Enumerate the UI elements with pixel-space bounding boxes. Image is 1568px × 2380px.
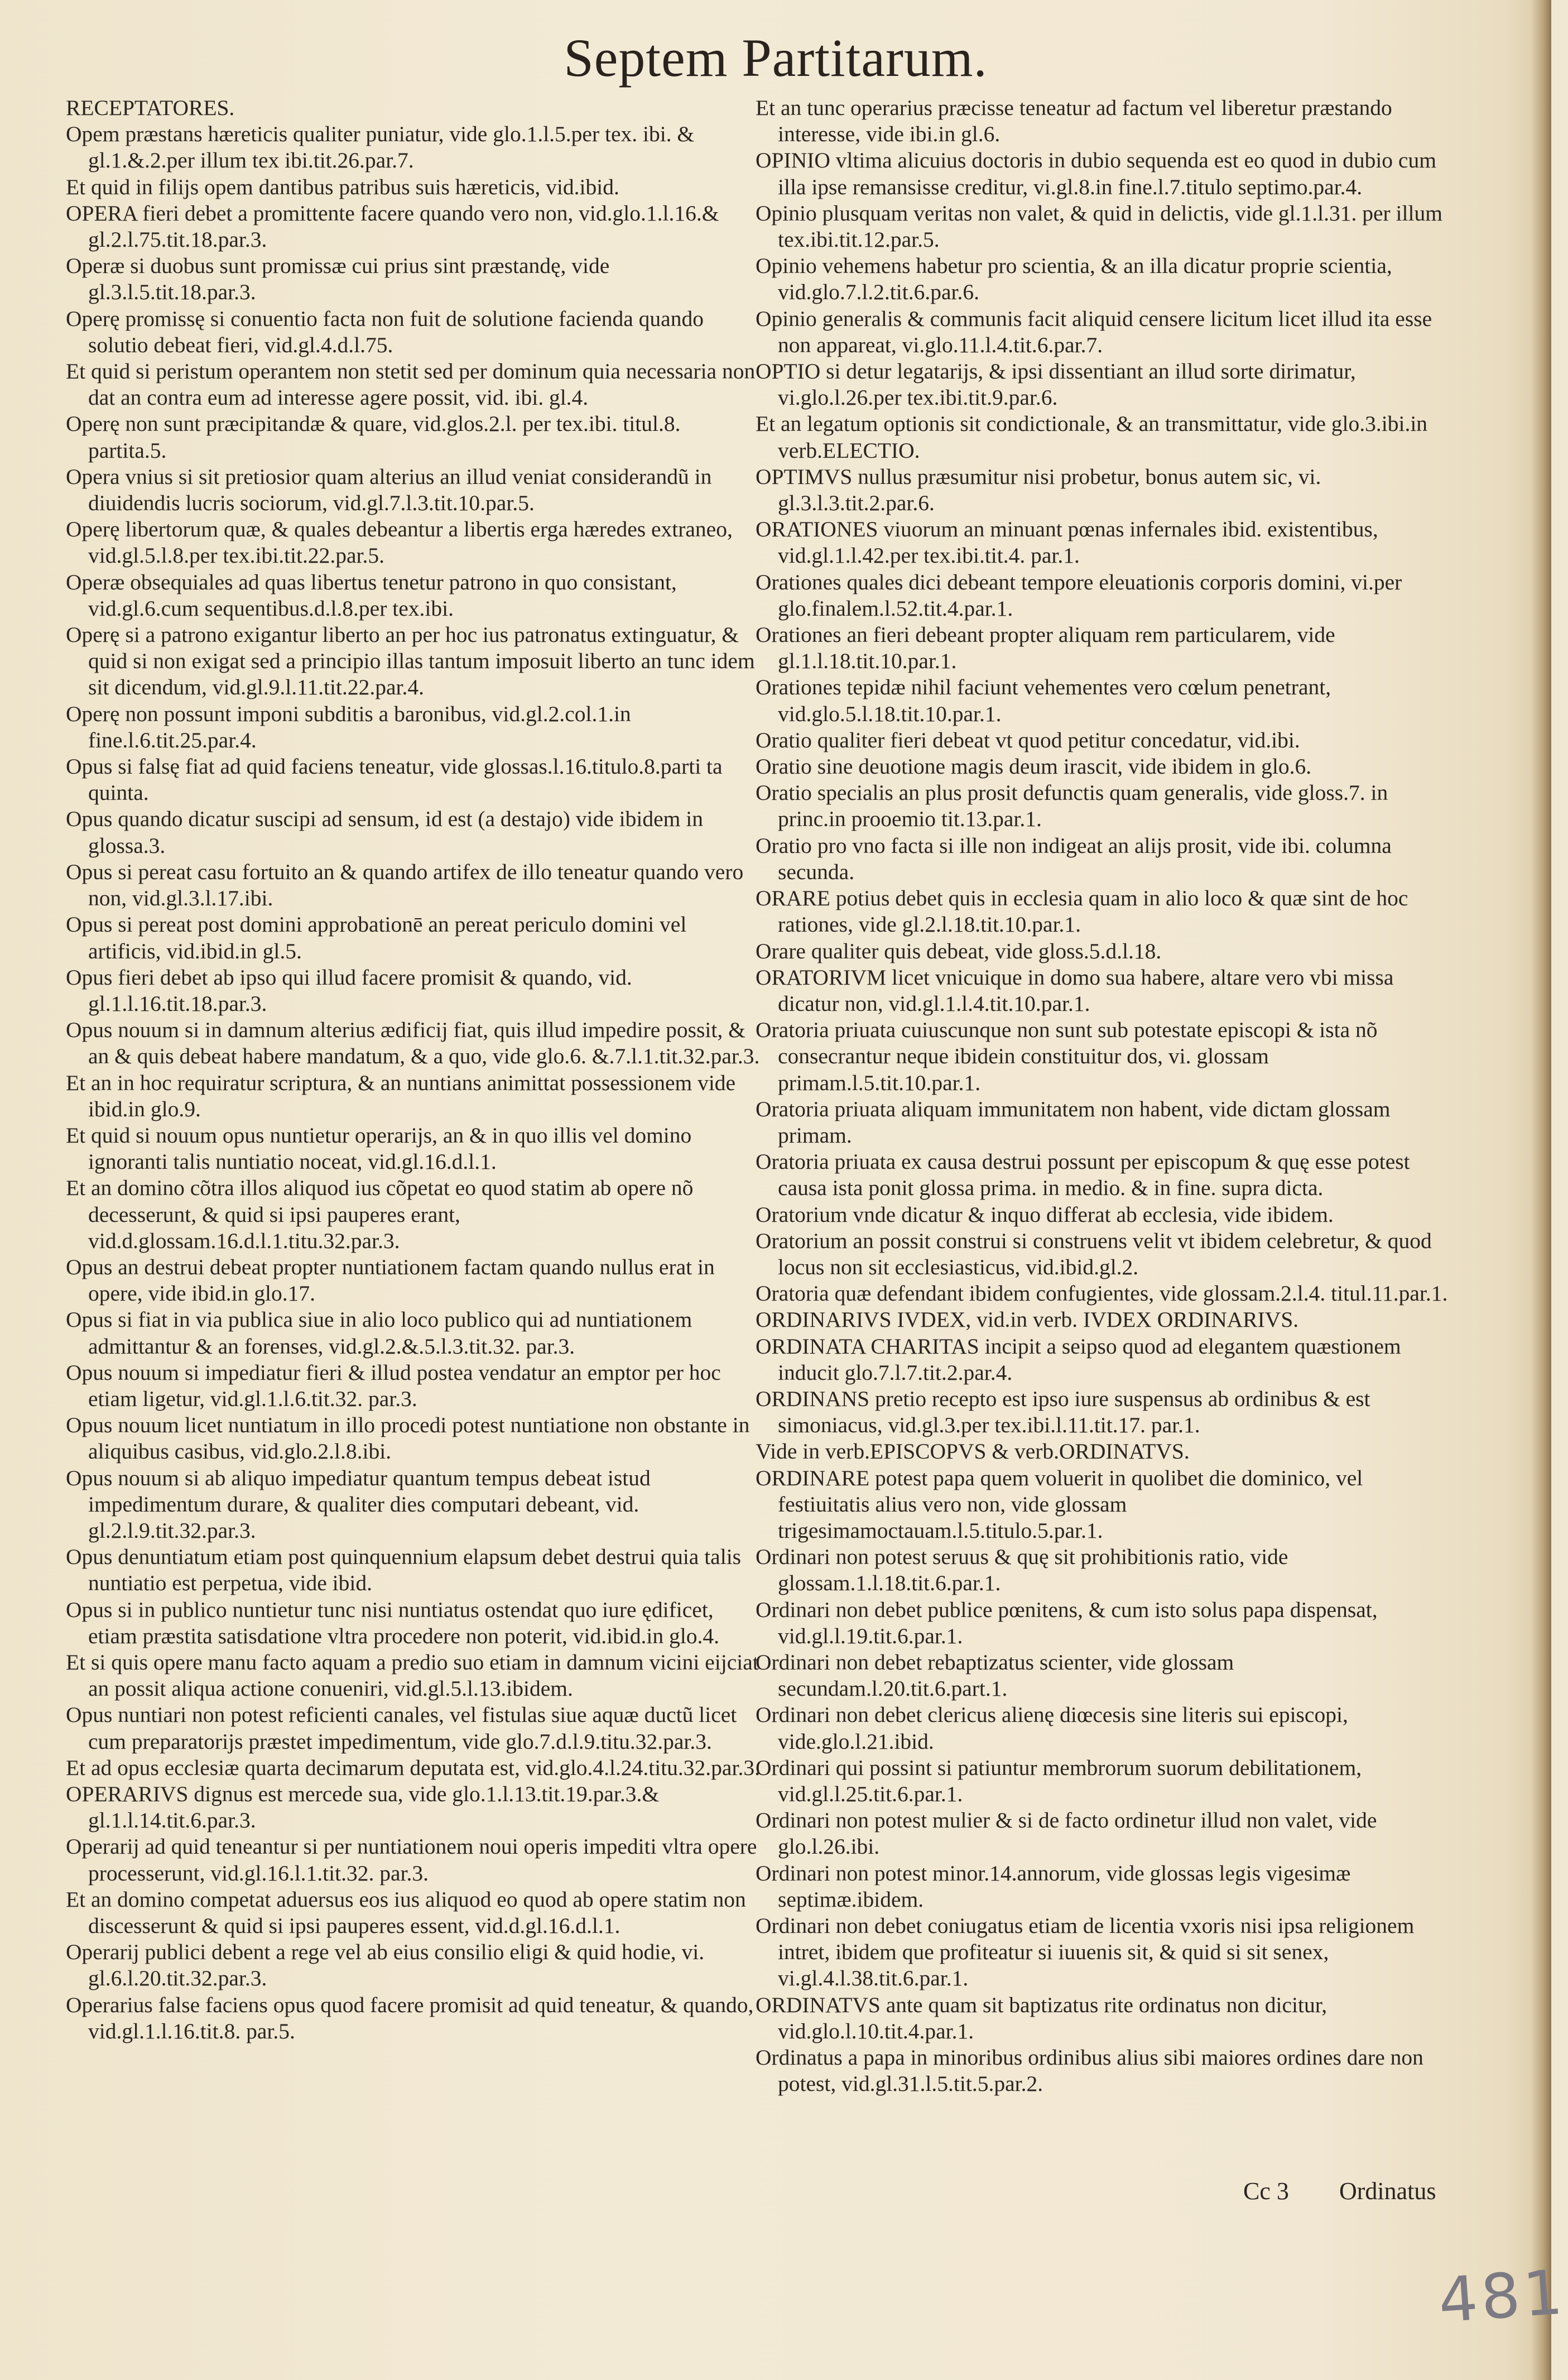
- index-entry: Oratoria priuata cuiuscunque non sunt sub potestate episcopi & ista nõ consecrantur neque ibidein constituitur dos, vi. glossam primam.l.5.tit.10.par.1.: [756, 1018, 1378, 1095]
- left-column: [66, 95, 763, 2045]
- index-entry: Opus si falsę fiat ad quid faciens teneatur, vide glossas.l.16.titulo.8.parti ta quinta.: [66, 754, 723, 805]
- index-entry: Oratio qualiter fieri debeat vt quod petitur concedatur, vid.ibi.: [756, 727, 1300, 752]
- index-entry: Et an domino cõtra illos aliquod ius cõpetat eo quod statim ab opere nõ decesserunt, & quid si ipsi pauperes erant, vid.d.glossam.16.d.l.1.titu.32.par.3.: [66, 1175, 694, 1253]
- index-entry: Oratorium an possit construi si construens velit vt ibidem celebretur, & quod locus non sit ecclesiasticus, vid.ibid.gl.2.: [756, 1228, 1432, 1279]
- index-entry: Opus denuntiatum etiam post quinquennium elapsum debet destrui quia talis nuntiatio est perpetua, vide ibid.: [66, 1544, 742, 1596]
- index-entry: Ordinari non debet publice pœnitens, & cum isto solus papa dispensat, vid.gl.l.19.tit.6.par.1.: [756, 1597, 1378, 1648]
- index-entry: Ordinari non debet coniugatus etiam de licentia vxoris nisi ipsa religionem intret, ibidem que profiteatur si iuuenis sit, & quid si sit senex, vi.gl.4.l.38.tit.6.par.1.: [756, 1913, 1415, 1991]
- index-entry: Opera vnius si sit pretiosior quam alterius an illud veniat considerandũ in diuidendis lucris sociorum, vid.gl.7.l.3.tit.10.par.5.: [66, 464, 712, 516]
- index-entry: Opem præstans hæreticis qualiter puniatur, vide glo.1.l.5.per tex. ibi. & gl.1.&.2.per illum tex ibi.tit.26.par.7.: [66, 122, 695, 173]
- index-entry: Opinio generalis & communis facit aliquid censere licitum licet illud ita esse non appareat, vi.glo.11.l.4.tit.6.par.7.: [756, 306, 1432, 357]
- index-entry: Oratorium vnde dicatur & inquo differat ab ecclesia, vide ibidem.: [756, 1202, 1334, 1227]
- index-entry: Oratio pro vno facta si ille non indigeat an alijs prosit, vide ibi. columna secunda.: [756, 833, 1392, 884]
- index-entry: Operę non sunt præcipitandæ & quare, vid.glos.2.l. per tex.ibi. titul.8. partita.5.: [66, 411, 681, 463]
- index-entry: Opus si pereat casu fortuito an & quando artifex de illo teneatur quando vero non, vid.gl.3.l.17.ibi.: [66, 859, 744, 911]
- index-entry: Opus si fiat in via publica siue in alio loco publico qui ad nuntiationem admittantur & an forenses, vid.gl.2.&.5.l.3.tit.32. par.3.: [66, 1307, 692, 1359]
- index-entry: Orationes an fieri debeant propter aliquam rem particularem, vide gl.1.l.18.tit.10.par.1.: [756, 622, 1335, 674]
- index-entry: OPINIO vltima alicuius doctoris in dubio sequenda est eo quod in dubio cum illa ipse remansisse creditur, vi.gl.8.in fine.l.7.titulo septimo.par.4.: [756, 148, 1436, 199]
- index-entry: Oratio sine deuotione magis deum irascit, vide ibidem in glo.6.: [756, 754, 1312, 779]
- index-entry: Ordinatus a papa in minoribus ordinibus alius sibi maiores ordines dare non potest, vid.gl.31.l.5.tit.5.par.2.: [756, 2045, 1423, 2096]
- index-entry: Operę si a patrono exigantur liberto an per hoc ius patronatus extinguatur, & quid si non exigat sed a principio illas tantum imposuit liberto an tunc idem sit dicendum, vid.gl.9.l.11.tit.22.par.4.: [66, 622, 755, 700]
- index-entry: Opinio plusquam veritas non valet, & quid in delictis, vide gl.1.l.31. per illum tex.ibi.tit.12.par.5.: [756, 200, 1442, 252]
- index-entry: OPERARIVS dignus est mercede sua, vide glo.1.l.13.tit.19.par.3.& gl.1.l.14.tit.6.par.3.: [66, 1782, 660, 1833]
- index-entry: Opus nouum si in damnum alterius ædificij fiat, quis illud impedire possit, & an & quis debeat habere mandatum, & a quo, vide glo.6. &.7.l.1.tit.32.par.3.: [66, 1018, 760, 1069]
- index-entry: ORARE potius debet quis in ecclesia quam in alio loco & quæ sint de hoc rationes, vide gl.2.l.18.tit.10.par.1.: [756, 886, 1408, 937]
- index-entry: Opinio vehemens habetur pro scientia, & an illa dicatur proprie scientia, vid.glo.7.l.2.tit.6.par.6.: [756, 253, 1392, 305]
- index-entry: Opus nuntiari non potest reficienti canales, vel fistulas siue aquæ ductũ licet cum preparatorijs præstet impedimentum, vide glo.7.d.l.9.titu.32.par.3.: [66, 1702, 737, 1754]
- index-entry: Orationes quales dici debeant tempore eleuationis corporis domini, vi.per glo.finalem.l.52.tit.4.par.1.: [756, 569, 1402, 621]
- index-entry: Opus nouum si impediatur fieri & illud postea vendatur an emptor per hoc etiam ligetur, vid.gl.1.l.6.tit.32. par.3.: [66, 1360, 721, 1411]
- index-entry: Operarij publici debent a rege vel ab eius consilio eligi & quid hodie, vi. gl.6.l.20.tit.32.par.3.: [66, 1940, 705, 1991]
- running-title: Septem Partitarum.: [564, 28, 988, 88]
- index-entry: Orare qualiter quis debeat, vide gloss.5.d.l.18.: [756, 938, 1162, 963]
- index-entry: Et quid si peristum operantem non stetit sed per dominum quia necessaria non dat an contra eum ad interesse agere possit, vid. ibi. gl.4.: [66, 359, 756, 410]
- index-entry: ORDINATVS ante quam sit baptizatus rite ordinatus non dicitur, vid.glo.l.10.tit.4.par.1.: [756, 1992, 1327, 2043]
- index-entry: Et an tunc operarius præcisse teneatur ad factum vel liberetur præstando interesse, vide ibi.in gl.6.: [756, 95, 1392, 147]
- index-entry: OPTIMVS nullus præsumitur nisi probetur, bonus autem sic, vi. gl.3.l.3.tit.2.par.6.: [756, 464, 1321, 516]
- index-entry: Et an in hoc requiratur scriptura, & an nuntians animittat possessionem vide ibid.in glo.9.: [66, 1070, 736, 1121]
- index-entry: Ordinari non potest mulier & si de facto ordinetur illud non valet, vide glo.l.26.ibi.: [756, 1808, 1377, 1859]
- index-entry: Vide in verb.EPISCOPVS & verb.ORDINATVS.: [756, 1439, 1190, 1464]
- index-entry: Oratoria priuata aliquam immunitatem non habent, vide dictam glossam primam.: [756, 1096, 1391, 1148]
- index-entry: Et quid si nouum opus nuntietur operarijs, an & in quo illis vel domino ignoranti talis nuntiatio noceat, vid.gl.16.d.l.1.: [66, 1122, 692, 1174]
- index-entry: Et an legatum optionis sit condictionale, & an transmittatur, vide glo.3.ibi.in verb.ELECTIO.: [756, 411, 1428, 463]
- signature-mark: Cc 3: [1243, 2177, 1289, 2205]
- index-entry: ORATIONES viuorum an minuant pœnas infernales ibid. existentibus, vid.gl.1.l.42.per tex.ibi.tit.4. par.1.: [756, 517, 1378, 568]
- index-entry: Et si quis opere manu facto aquam a predio suo etiam in damnum vicini eijciat an possit aliqua actione conueniri, vid.gl.5.l.13.ibidem.: [66, 1649, 759, 1701]
- index-entry: Opus fieri debet ab ipso qui illud facere promisit & quando, vid. gl.1.l.16.tit.18.par.3.: [66, 965, 632, 1016]
- right-column: [756, 95, 1453, 2097]
- index-entry: Opus quando dicatur suscipi ad sensum, id est (a destajo) vide ibidem in glossa.3.: [66, 807, 703, 858]
- index-entry: OPERA fieri debet a promittente facere quando vero non, vid.glo.1.l.16.& gl.2.l.75.tit.18.par.3.: [66, 200, 719, 252]
- index-entry: Et quid in filijs opem dantibus patribus suis hæreticis, vid.ibid.: [66, 174, 619, 199]
- index-entry: Ordinari non potest minor.14.annorum, vide glossas legis vigesimæ septimæ.ibidem.: [756, 1860, 1351, 1912]
- handwritten-folio-number: 481: [1436, 2256, 1568, 2336]
- index-entry: Ordinari non potest seruus & quę sit prohibitionis ratio, vide glossam.1.l.18.tit.6.par.1.: [756, 1544, 1288, 1596]
- index-entry: Operę non possunt imponi subditis a baronibus, vid.gl.2.col.1.in fine.l.6.tit.25.par.4.: [66, 701, 631, 752]
- index-entry: Oratoria priuata ex causa destrui possunt per episcopum & quę esse potest causa ista ponit glossa prima. in medio. & in fine. supra dicta.: [756, 1149, 1410, 1201]
- index-entry: ORDINANS pretio recepto est ipso iure suspensus ab ordinibus & est simoniacus, vid.gl.3.per tex.ibi.l.11.tit.17. par.1.: [756, 1386, 1370, 1438]
- index-entry: OPTIO si detur legatarijs, & ipsi dissentiant an illud sorte dirimatur, vi.glo.l.26.per tex.ibi.tit.9.par.6.: [756, 359, 1356, 410]
- index-entry: Ordinari qui possint si patiuntur membrorum suorum debilitationem, vid.gl.l.25.tit.6.par.1.: [756, 1755, 1362, 1806]
- index-entry: Opus an destrui debeat propter nuntiationem factam quando nullus erat in opere, vide ibid.in glo.17.: [66, 1254, 715, 1306]
- index-entry: Opus nouum licet nuntiatum in illo procedi potest nuntiatione non obstante in aliquibus casibus, vid.glo.2.l.8.ibi.: [66, 1413, 750, 1464]
- index-entry: Operę promissę si conuentio facta non fuit de solutione facienda quando solutio debeat fieri, vid.gl.4.d.l.75.: [66, 306, 704, 357]
- index-entry: Operæ si duobus sunt promissæ cui prius sint præstandę, vide gl.3.l.5.tit.18.par.3.: [66, 253, 610, 305]
- index-entry: Operæ obsequiales ad quas libertus tenetur patrono in quo consistant, vid.gl.6.cum sequentibus.d.l.8.per tex.ibi.: [66, 569, 677, 621]
- catchword: Ordinatus: [1339, 2177, 1436, 2205]
- index-entry: Ordinari non debet clericus alienę diœcesis sine literis sui episcopi, vide.glo.l.21.ibid.: [756, 1702, 1348, 1754]
- index-entry: ORDINATA CHARITAS incipit a seipso quod ad elegantem quæstionem inducit glo.7.l.7.tit.2.par.4.: [756, 1333, 1401, 1385]
- page-edge: [1532, 0, 1551, 2380]
- index-entry: Opus nouum si ab aliquo impediatur quantum tempus debeat istud impedimentum durare, & qualiter dies computari debeant, vid. gl.2.l.9.tit.32.par.3.: [66, 1465, 651, 1543]
- index-entry: ORDINARIVS IVDEX, vid.in verb. IVDEX ORDINARIVS.: [756, 1307, 1299, 1332]
- index-entry: Oratoria quæ defendant ibidem confugientes, vide glossam.2.l.4. titul.11.par.1.: [756, 1281, 1448, 1306]
- index-entry: RECEPTATORES.: [66, 95, 235, 120]
- index-entry: Opus si pereat post domini approbationē an pereat periculo domini vel artificis, vid.ibid.in gl.5.: [66, 912, 687, 963]
- index-entry: Opus si in publico nuntietur tunc nisi nuntiatus ostendat quo iure ędificet, etiam præstita satisdatione vltra procedere non poterit, vid.ibid.in glo.4.: [66, 1597, 719, 1648]
- index-entry: Operarij ad quid teneantur si per nuntiationem noui operis impediti vltra opere processerunt, vid.gl.16.l.1.tit.32. par.3.: [66, 1834, 757, 1885]
- index-entry: Operarius false faciens opus quod facere promisit ad quid teneatur, & quando, vid.gl.1.l.16.tit.8. par.5.: [66, 1992, 754, 2043]
- index-entry: Ordinari non debet rebaptizatus scienter, vide glossam secundam.l.20.tit.6.part.1.: [756, 1649, 1234, 1701]
- index-entry: Operę libertorum quæ, & quales debeantur a libertis erga hæredes extraneo, vid.gl.5.l.8.per tex.ibi.tit.22.par.5.: [66, 517, 733, 568]
- index-entry: ORDINARE potest papa quem voluerit in quolibet die dominico, vel festiuitatis alius vero non, vide glossam trigesimamoctauam.l.5.titulo.5.par.1.: [756, 1465, 1363, 1543]
- index-entry: Et an domino competat aduersus eos ius aliquod eo quod ab opere statim non discesserunt & quid si ipsi pauperes essent, vid.d.gl.16.d.l.1.: [66, 1887, 746, 1938]
- index-entry: Et ad opus ecclesiæ quarta decimarum deputata est, vid.glo.4.l.24.titu.32.par.3.: [66, 1755, 760, 1780]
- index-entry: Oratio specialis an plus prosit defunctis quam generalis, vide gloss.7. in princ.in prooemio tit.13.par.1.: [756, 780, 1388, 832]
- index-entry: ORATORIVM licet vnicuique in domo sua habere, altare vero vbi missa dicatur non, vid.gl.1.l.4.tit.10.par.1.: [756, 965, 1394, 1016]
- index-entry: Orationes tepidæ nihil faciunt vehementes vero cœlum penetrant, vid.glo.5.l.18.tit.10.par.1.: [756, 675, 1331, 726]
